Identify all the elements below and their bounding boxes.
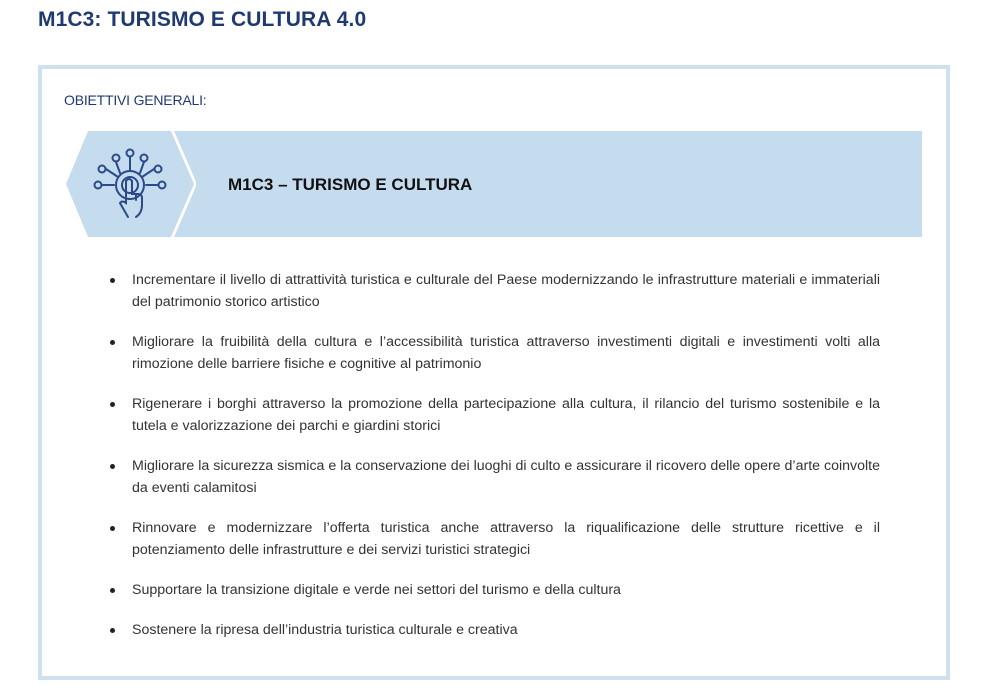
list-item: Migliorare la sicurezza sismica e la conservazione dei luoghi di culto e assicurare il ricovero delle opere d’arte coinvolte da eventi calamitosi [110, 455, 880, 499]
list-item: Rigenerare i borghi attraverso la promozione della partecipazione alla cultura, il rilancio del turismo sostenibile e la tutela e valorizzazione dei parchi e giardini storici [110, 393, 880, 437]
section-label: OBIETTIVI GENERALI: [64, 92, 207, 108]
list-item: Incrementare il livello di attrattività turistica e culturale del Paese modernizzando le infrastrutture materiali e immateriali del patrimonio storico artistico [110, 269, 880, 313]
banner-title: M1C3 – TURISMO E CULTURA [228, 175, 473, 194]
objectives-box [38, 65, 950, 680]
list-item: Rinnovare e modernizzare l’offerta turistica anche attraverso la riqualificazione delle strutture ricettive e il potenziamento delle infrastrutture e dei servizi turistici strategici [110, 517, 880, 561]
objectives-list [110, 269, 880, 659]
list-item: Supportare la transizione digitale e verde nei settori del turismo e della cultura [110, 579, 880, 601]
list-item: Sostenere la ripresa dell’industria turistica culturale e creativa [110, 619, 880, 641]
touch-network-icon [92, 147, 168, 223]
list-item: Migliorare la fruibilità della cultura e l’accessibilità turistica attraverso investimenti digitali e investimenti volti alla rimozione delle barriere fisiche e cognitive al patrimonio [110, 331, 880, 375]
page-title: M1C3: TURISMO E CULTURA 4.0 [38, 8, 367, 31]
